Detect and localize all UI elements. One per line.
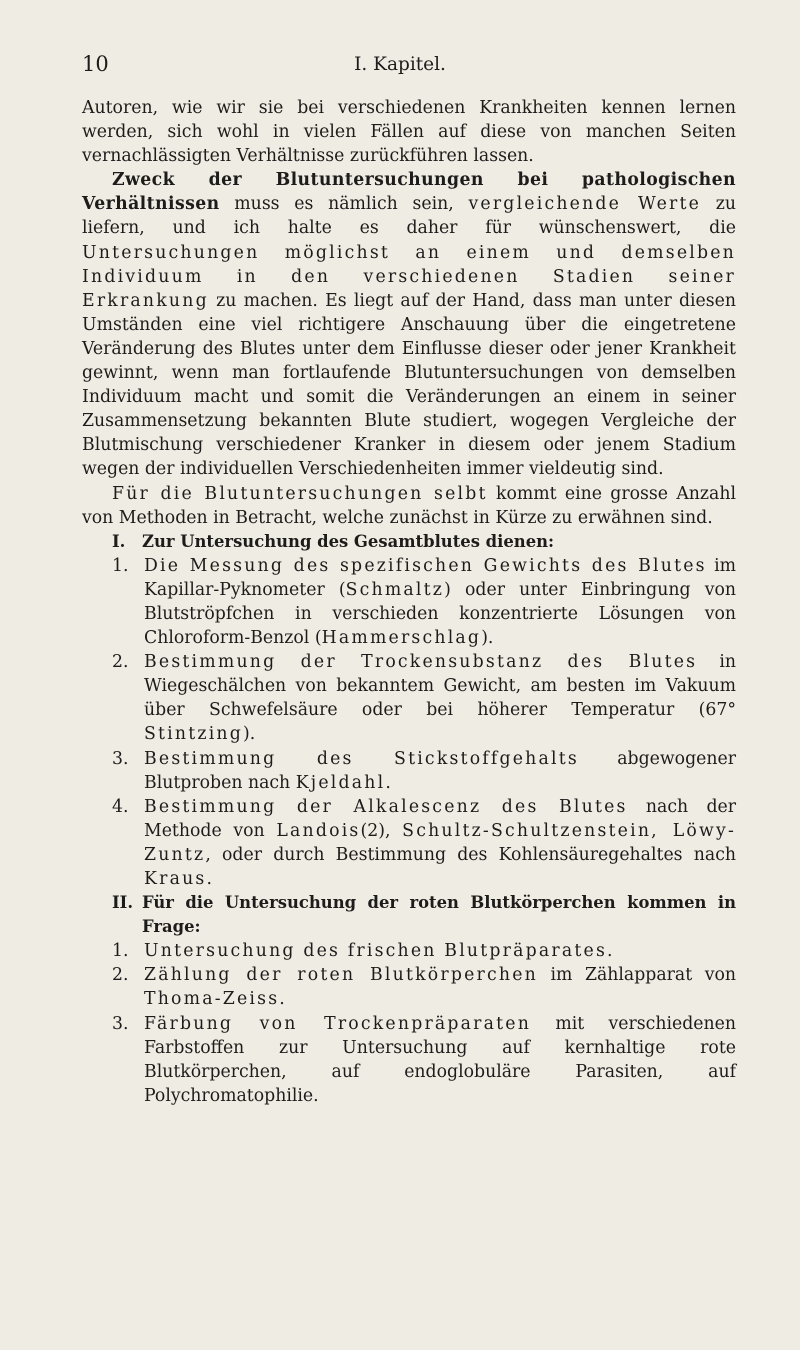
author-name: Kjeldahl <box>295 772 386 793</box>
item-text <box>144 747 736 795</box>
paragraph-text: zu liefern, und ich halte es daher für wünschenswert, die <box>82 194 737 239</box>
running-head: I. Kapitel. <box>354 54 446 75</box>
item-text-part: ) oder unter Einbringung von Blutströpfchen in verschieden konzentrierte Lösungen von Chloroform-Benzol ( <box>144 579 737 649</box>
author-name: Hammerschlag <box>321 628 482 649</box>
paragraph-text: muss es nämlich sein, <box>219 194 469 215</box>
item-text-part: nach der Methode von <box>144 796 736 841</box>
item-text <box>144 963 736 1011</box>
item-text-part: . <box>206 869 212 889</box>
item-text-part: ). <box>243 724 256 745</box>
item-number: 2. <box>112 965 129 986</box>
paragraph-text: Autoren, wie wir sie bei verschiedenen Krankheiten kennen lernen werden, sich wohl in vielen Fällen auf diese von manchen Seiten vernachlässigten Verhältnisse zurückführen lassen. <box>82 98 736 167</box>
item-text-part: im Kapillar-Pyknometer ( <box>144 555 736 600</box>
item-text-part: im Zählapparat von <box>537 965 736 986</box>
section-number: II. <box>112 893 134 913</box>
item-text-part: . <box>607 941 613 962</box>
item-text-part: abgewogener Blutproben nach <box>144 748 736 793</box>
item-text-part: . <box>385 772 391 793</box>
paragraph-purpose <box>82 168 736 481</box>
author-name: Stintzing <box>144 724 244 745</box>
list-item <box>112 554 736 650</box>
paragraph-methods <box>82 482 736 530</box>
item-text <box>144 795 736 891</box>
emphasis-spaced: Untersuchungen möglichst an einem und demselben Individuum in den verschiedenen Stadien seiner Erkrankung <box>82 242 736 311</box>
section-heading-text: Zur Untersuchung des Gesamtblutes dienen: <box>142 531 555 551</box>
item-text-part: ). <box>481 628 494 649</box>
item-text-part: in Wiegeschälchen von bekanntem Gewicht, am besten im Vakuum über Schwefelsäure oder bei höherer Temperatur (67° <box>144 652 737 721</box>
section-heading-1 <box>112 530 736 554</box>
section-heading-text: Für die Untersuchung der roten Blutkörperchen kommen in Frage: <box>142 893 736 937</box>
paragraph-text: zu machen. Es liegt auf der Hand, dass man unter diesen Umständen eine viel richtigere Anschauung über die eingetretene Veränderung des Blutes unter dem Einflusse dieser oder jener Krankheit gewinnt, wenn man fortlaufende Blutuntersuchungen von demselben Individuum macht und somit die Veränderungen an einem in seiner Zusammensetzung bekannten Blute studiert, wogegen Vergleiche der Blutmischung verschiedener Kranker in diesem oder jenem Stadium wegen der individuellen Verschiedenheiten immer vieldeutig sind. <box>82 290 736 480</box>
paragraph-text: kommt eine grosse Anzahl von Methoden in Betracht, welche zunächst in Kürze zu erwähnen sind. <box>82 483 736 528</box>
item-number: 1. <box>112 555 129 576</box>
section-number: I. <box>112 531 126 551</box>
list-item <box>112 939 736 963</box>
item-number: 4. <box>112 796 129 817</box>
list-item <box>112 795 736 891</box>
item-text-part: mit verschiedenen Farbstoffen zur Untersuchung auf kernhaltige rote Blutkörperchen, auf endoglobuläre Parasiten, auf Polychromatophilie. <box>144 1013 736 1106</box>
emphasis-spaced: Färbung von Trockenpräparaten <box>144 1013 532 1034</box>
item-text <box>144 554 736 650</box>
section-1-list <box>82 554 736 891</box>
author-name: Schultz-Schultzenstein, Löwy-Zuntz <box>144 820 736 865</box>
emphasis-spaced: Für die Blutuntersuchungen selbt <box>112 483 488 504</box>
emphasis-spaced: Die Messung des spezifischen Gewichts des Blutes <box>144 555 707 576</box>
section-heading-2 <box>112 891 736 939</box>
author-name: Schmaltz <box>345 579 445 600</box>
author-name: Kraus <box>144 869 207 889</box>
item-number: 3. <box>112 748 129 769</box>
page-header <box>0 52 800 86</box>
emphasis-spaced: vergleichende Werte <box>468 194 702 215</box>
list-item <box>112 747 736 795</box>
page-body <box>82 96 736 1108</box>
item-text <box>144 939 736 963</box>
emphasis-spaced: Zählung der roten Blutkörperchen <box>144 965 538 986</box>
author-name: Landois <box>276 820 361 841</box>
paragraph-continuation <box>82 96 736 168</box>
list-item <box>112 650 736 746</box>
item-text-part: (2), <box>360 820 403 841</box>
emphasis-spaced: Untersuchung des frischen Blutpräparates <box>144 941 608 962</box>
emphasis-spaced: Bestimmung der Alkalescenz des Blutes <box>144 796 628 817</box>
item-text-part: , oder durch Bestimmung des Kohlensäuregehaltes nach <box>205 844 736 865</box>
item-number: 1. <box>112 941 129 962</box>
item-text <box>144 1012 736 1108</box>
page-number: 10 <box>82 52 109 76</box>
item-text <box>144 650 736 746</box>
item-number: 3. <box>112 1013 129 1034</box>
emphasis-spaced: Bestimmung der Trockensubstanz des Blutes <box>144 652 698 673</box>
list-item <box>112 1012 736 1108</box>
emphasis-bold: Zweck der Blutuntersuchungen bei pathologischen Verhältnissen <box>82 170 736 215</box>
section-2-list <box>82 939 736 1108</box>
author-name: Thoma-Zeiss <box>144 989 280 1010</box>
item-number: 2. <box>112 652 129 673</box>
list-item <box>112 963 736 1011</box>
item-text-part: . <box>279 989 285 1010</box>
emphasis-spaced: Bestimmung des Stickstoffgehalts <box>144 748 579 769</box>
